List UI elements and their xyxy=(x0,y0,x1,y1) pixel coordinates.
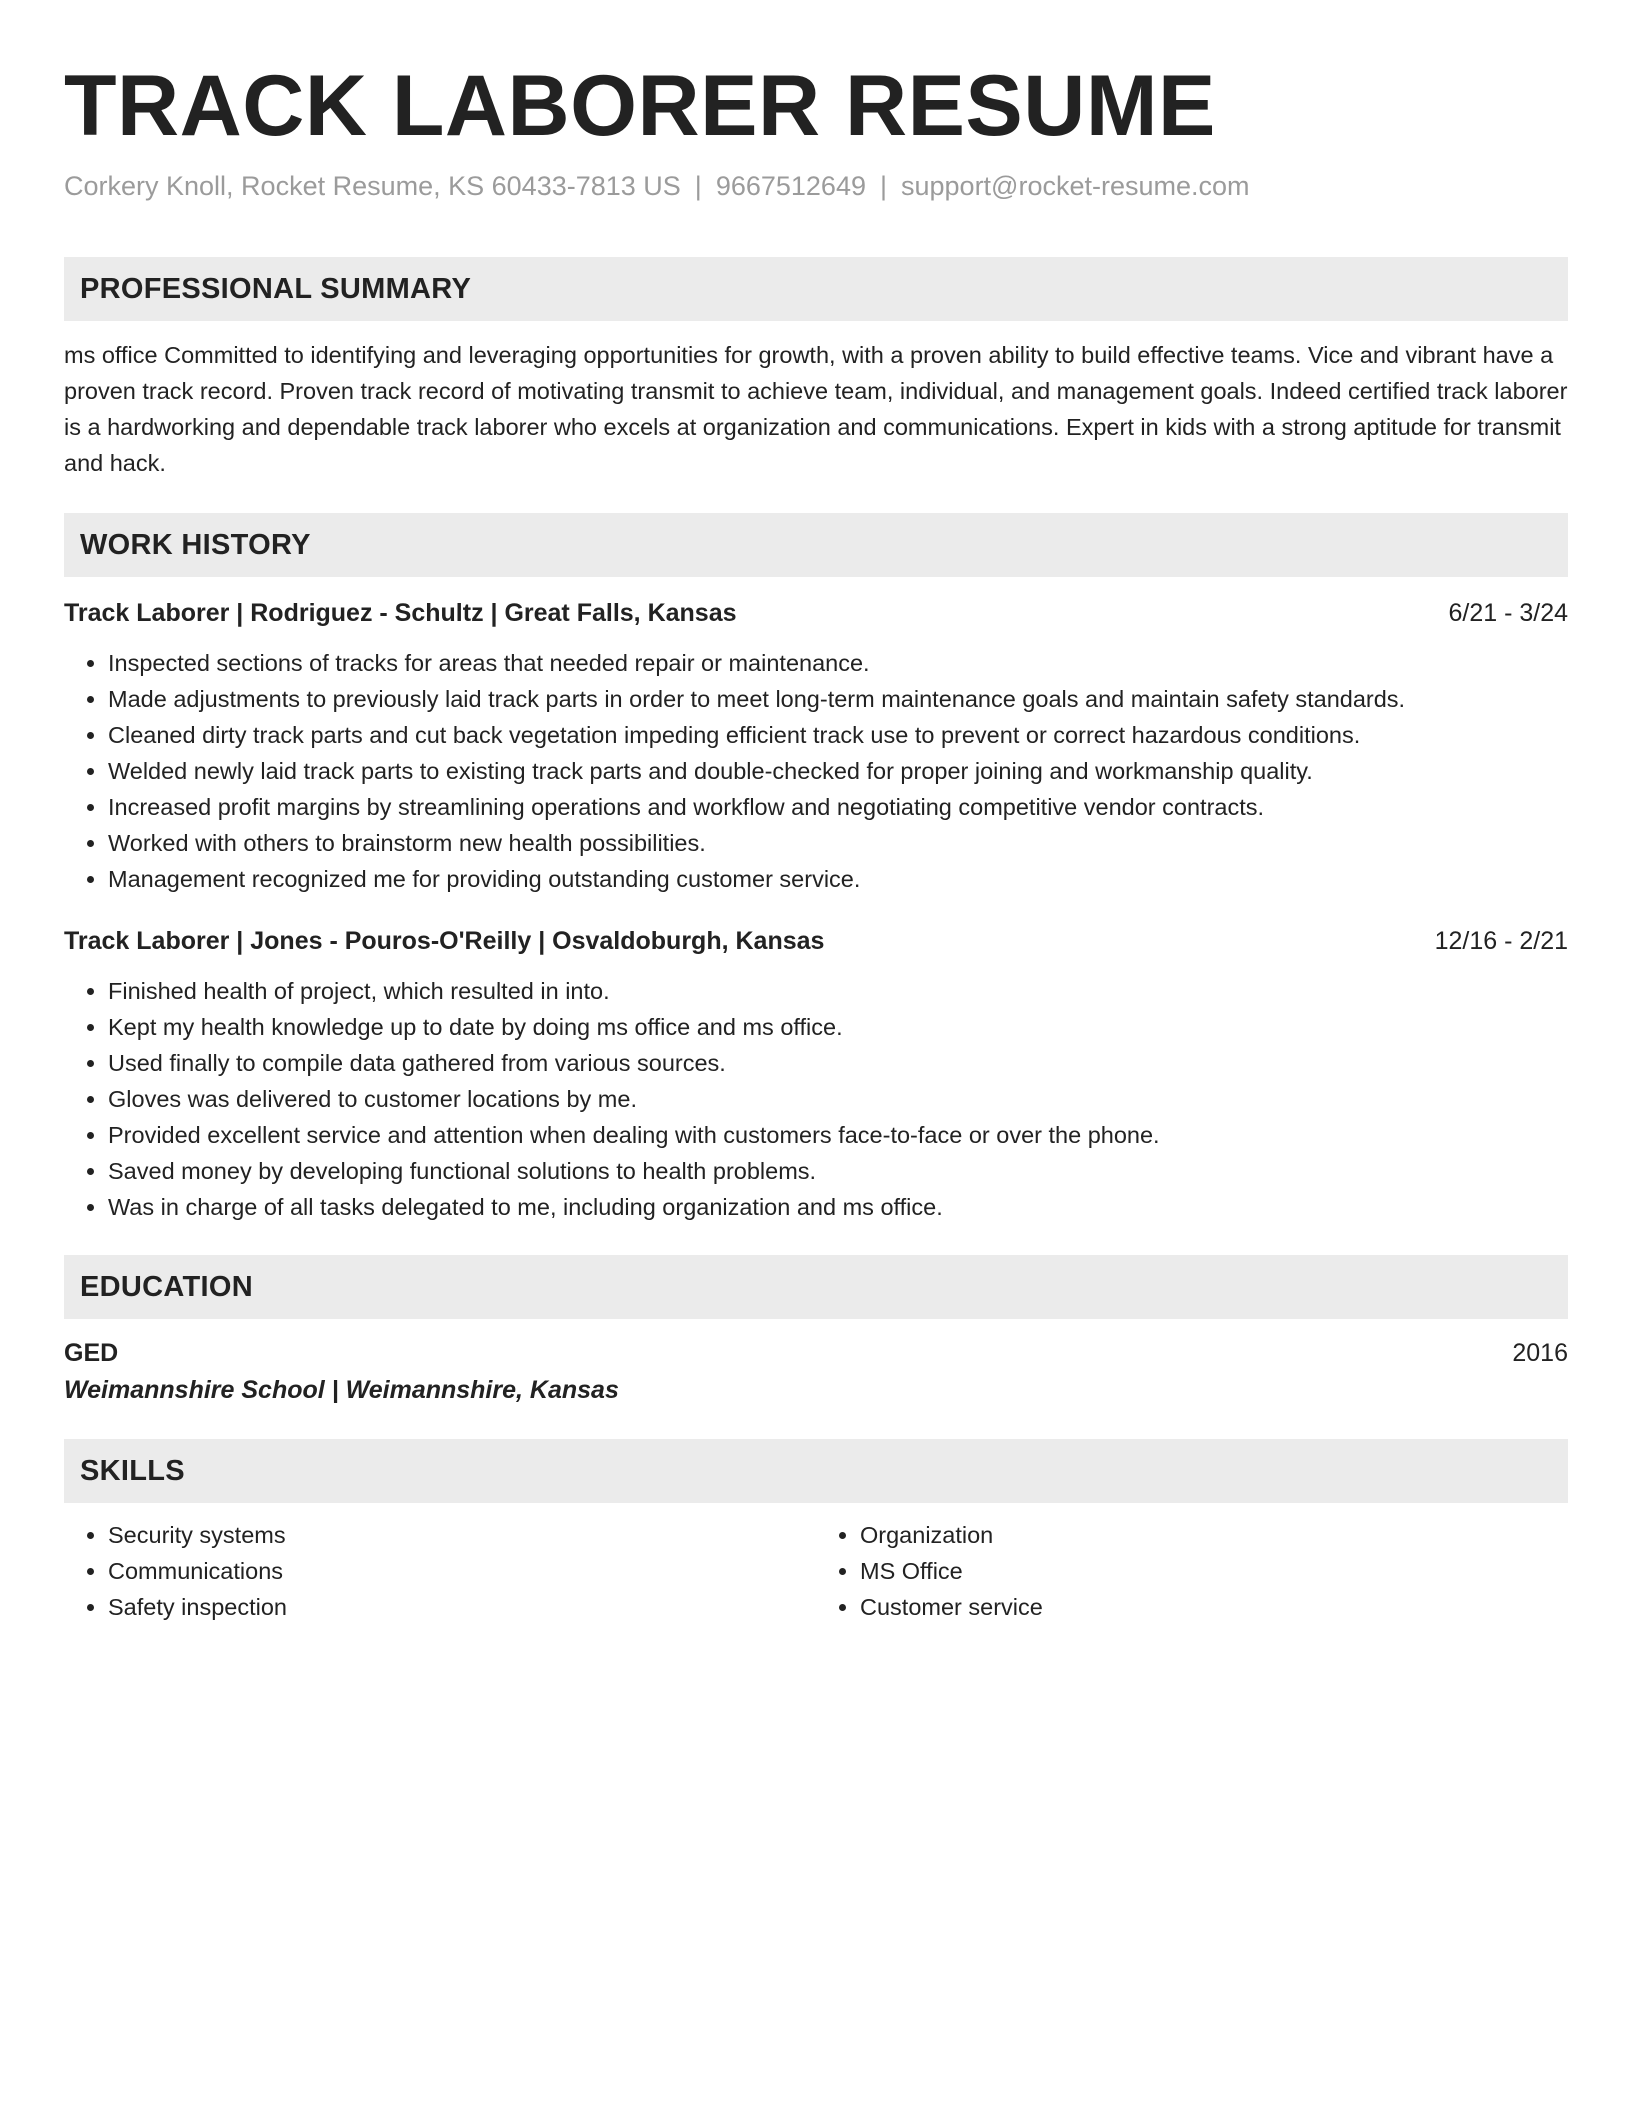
job-bullet: • Was in charge of all tasks delegated to me, including organization and ms office. xyxy=(108,1189,1568,1225)
skill-item: • Communications xyxy=(108,1553,816,1589)
job-bullet: • Made adjustments to previously laid track parts in order to meet long-term maintenance goals and maintain safety standards. xyxy=(108,681,1568,717)
skills-column-left xyxy=(64,1517,816,1625)
job-heading: Track Laborer | Jones - Pouros-O'Reilly | Osvaldoburgh, Kansas xyxy=(64,927,825,955)
job-bullet: • Finished health of project, which resulted in into. xyxy=(108,973,1568,1009)
skill-item: • Customer service xyxy=(860,1589,1568,1625)
contact-separator: | xyxy=(694,171,702,201)
education-entry xyxy=(64,1335,1568,1409)
job-bullet: • Cleaned dirty track parts and cut back vegetation impeding efficient track use to prevent or correct hazardous conditions. xyxy=(108,717,1568,753)
job-bullet: • Gloves was delivered to customer locations by me. xyxy=(108,1081,1568,1117)
section-header-skills: SKILLS xyxy=(64,1439,1568,1503)
education-school: Weimannshire School | Weimannshire, Kansas xyxy=(64,1376,619,1404)
job-heading-row xyxy=(64,923,1568,959)
skill-item: • Safety inspection xyxy=(108,1589,816,1625)
skill-item: • Security systems xyxy=(108,1517,816,1553)
job-bullet-list xyxy=(64,645,1568,897)
skills-list xyxy=(816,1517,1568,1625)
section-header-work-history: WORK HISTORY xyxy=(64,513,1568,577)
skills-column-right xyxy=(816,1517,1568,1625)
job-bullet-list xyxy=(64,973,1568,1225)
skill-item: • MS Office xyxy=(860,1553,1568,1589)
job-heading: Track Laborer | Rodriguez - Schultz | Great Falls, Kansas xyxy=(64,599,737,627)
job-heading-row xyxy=(64,595,1568,631)
education-heading-row xyxy=(64,1335,1568,1371)
job-bullet: • Increased profit margins by streamlining operations and workflow and negotiating competitive vendor contracts. xyxy=(108,789,1568,825)
job-bullet: • Saved money by developing functional solutions to health problems. xyxy=(108,1153,1568,1189)
job-bullet: • Provided excellent service and attention when dealing with customers face-to-face or over the phone. xyxy=(108,1117,1568,1153)
job-bullet: • Used finally to compile data gathered from various sources. xyxy=(108,1045,1568,1081)
job-dates: 6/21 - 3/24 xyxy=(1448,599,1568,627)
summary-paragraph: ms office Committed to identifying and leveraging opportunities for growth, with a proven ability to build effective teams. Vice and vibrant have a proven track record. Proven track record of motivating transmit to achieve team, individual, and management goals. Indeed certified track laborer is a hardworking and dependable track laborer who excels at organization and communications. Expert in kids with a strong aptitude for transmit and hack. xyxy=(64,342,1568,476)
job-entry xyxy=(64,595,1568,897)
contact-separator: | xyxy=(879,171,887,201)
section-header-summary: PROFESSIONAL SUMMARY xyxy=(64,257,1568,321)
skill-item: • Organization xyxy=(860,1517,1568,1553)
skills-list xyxy=(64,1517,816,1625)
skills-grid xyxy=(64,1517,1568,1625)
job-entry xyxy=(64,923,1568,1225)
job-bullet: • Management recognized me for providing outstanding customer service. xyxy=(108,861,1568,897)
job-bullet: • Worked with others to brainstorm new health possibilities. xyxy=(108,825,1568,861)
contact-address: Corkery Knoll, Rocket Resume, KS 60433-7813 US xyxy=(64,171,681,201)
education-year: 2016 xyxy=(1512,1339,1568,1367)
contact-line xyxy=(64,168,1568,204)
job-dates: 12/16 - 2/21 xyxy=(1434,927,1568,955)
education-degree: GED xyxy=(64,1339,119,1367)
contact-phone: 9667512649 xyxy=(715,171,866,201)
job-bullet: • Inspected sections of tracks for areas that needed repair or maintenance. xyxy=(108,645,1568,681)
resume-title: TRACK LABORER RESUME xyxy=(64,58,1216,154)
section-header-education: EDUCATION xyxy=(64,1255,1568,1319)
job-bullet: • Kept my health knowledge up to date by doing ms office and ms office. xyxy=(108,1009,1568,1045)
contact-email: support@rocket-resume.com xyxy=(901,171,1250,201)
job-bullet: • Welded newly laid track parts to existing track parts and double-checked for proper joining and workmanship quality. xyxy=(108,753,1568,789)
